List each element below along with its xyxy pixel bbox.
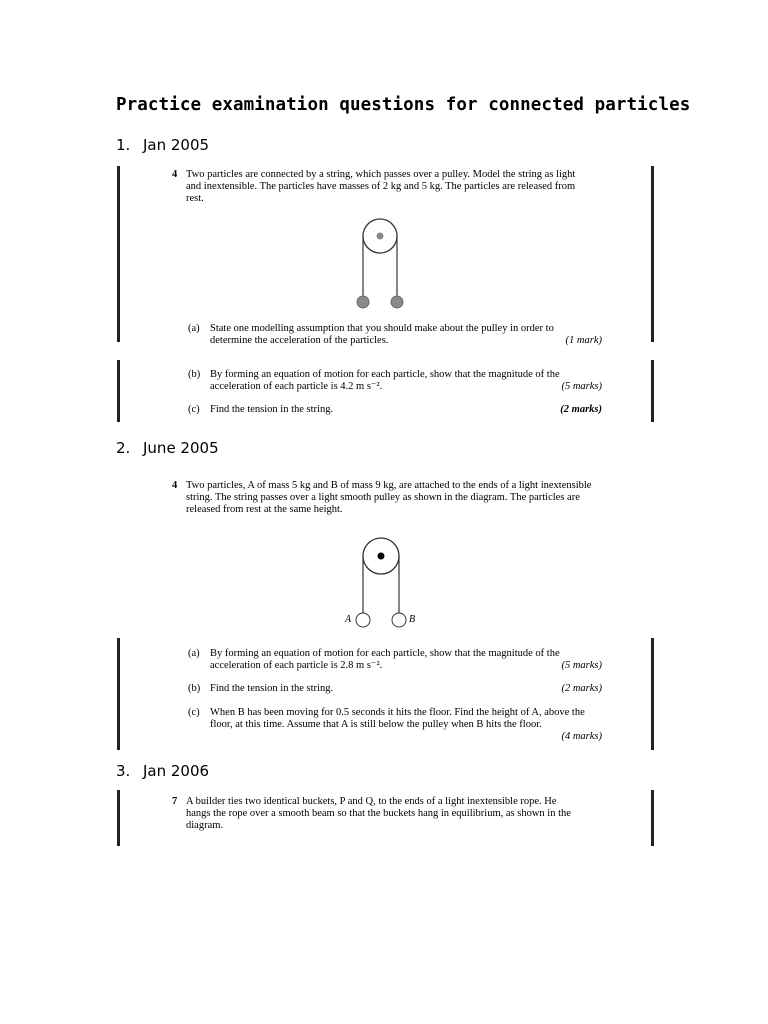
part-label: (c) [188,404,200,415]
question-part [188,323,602,347]
right-margin-bar [651,360,654,422]
part-line: When B has been moving for 0.5 seconds it hits the floor. Find the height of A, above the [210,707,585,718]
particle-right [391,296,403,308]
part-marks: (2 marks) [561,683,602,694]
part-line: determine the acceleration of the particles. [210,335,389,346]
part-line: Find the tension in the string. [210,683,334,694]
question-number: 4 [172,480,178,491]
intro-line: and inextensible. The particles have masses of 2 kg and 5 kg. The particles are released from [186,181,576,192]
page-title: Practice examination questions for connected particles [116,95,691,115]
left-margin-bar [117,360,120,422]
question-intro [186,480,602,516]
right-margin-bar [651,166,654,342]
particle-left [357,296,369,308]
question-intro [186,169,602,205]
question-part [188,648,602,672]
right-margin-bar [651,638,654,750]
intro-line: A builder ties two identical buckets, P and Q, to the ends of a light inextensible rope. He [186,796,557,807]
right-margin-bar [651,790,654,846]
question-part [188,369,602,393]
question-part [188,683,602,695]
part-line: acceleration of each particle is 2.8 m s⁻². [210,660,383,671]
intro-line: rest. [186,193,204,204]
part-label: (c) [188,707,200,718]
question-number: 4 [172,169,178,180]
part-marks: (2 marks) [560,404,602,415]
pulley-axle [378,553,385,560]
section-heading-3 [116,762,209,780]
left-margin-bar [117,166,120,342]
part-marks: (1 mark) [565,335,602,346]
part-line: By forming an equation of motion for each particle, show that the magnitude of the [210,648,560,659]
particle-b [392,613,406,627]
part-label: (a) [188,323,200,334]
intro-line: Two particles are connected by a string, which passes over a pulley. Model the string as light [186,169,576,180]
particle-label-a: A [345,614,352,625]
section-label: Jan 2006 [143,762,210,780]
particle-a [356,613,370,627]
part-label: (b) [188,683,201,694]
pulley-diagram [340,536,420,636]
part-line: Find the tension in the string. [210,404,334,415]
question-part [188,404,602,416]
part-marks: (4 marks) [561,731,602,742]
section-heading-1 [116,136,209,154]
section-heading-2 [116,439,219,457]
part-marks: (5 marks) [561,381,602,392]
intro-line: hangs the rope over a smooth beam so that the buckets hang in equilibrium, as shown in the [186,808,571,819]
part-line: floor, at this time. Assume that A is still below the pulley when B hits the floor. [210,719,542,730]
particle-label-b: B [409,614,416,625]
question-part [188,707,602,743]
question-number: 7 [172,796,178,807]
pulley-axle [377,233,384,240]
section-label: Jan 2005 [143,136,210,154]
part-line: acceleration of each particle is 4.2 m s⁻². [210,381,383,392]
part-line: By forming an equation of motion for each particle, show that the magnitude of the [210,369,560,380]
left-margin-bar [117,638,120,750]
part-label: (b) [188,369,201,380]
section-number: 3. [116,762,131,780]
intro-line: string. The string passes over a light smooth pulley as shown in the diagram. The particles are [186,492,580,503]
intro-line: Two particles, A of mass 5 kg and B of mass 9 kg, are attached to the ends of a light inextensible [186,480,592,491]
left-margin-bar [117,790,120,846]
intro-line: released from rest at the same height. [186,504,343,515]
intro-line: diagram. [186,820,224,831]
section-number: 1. [116,136,131,154]
part-label: (a) [188,648,200,659]
part-marks: (5 marks) [561,660,602,671]
section-number: 2. [116,439,131,457]
part-line: State one modelling assumption that you should make about the pulley in order to [210,323,554,334]
section-label: June 2005 [143,439,219,457]
question-intro [186,796,602,832]
pulley-diagram [340,212,420,312]
